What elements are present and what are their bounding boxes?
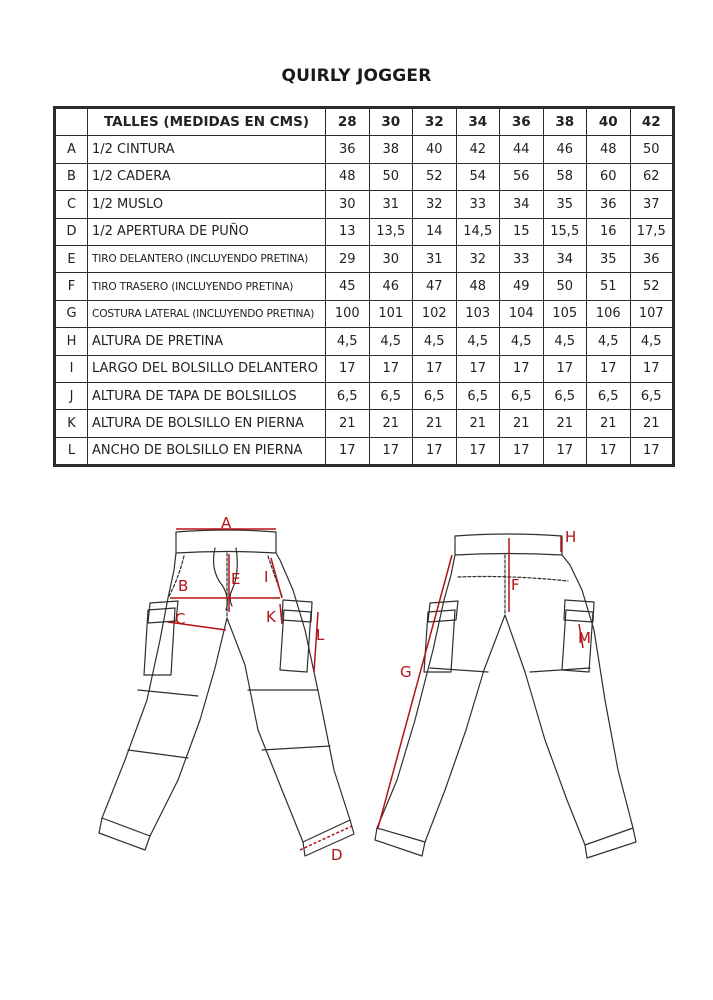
size-header: 38 — [543, 108, 587, 136]
size-header: 28 — [326, 108, 370, 136]
measure-value: 17 — [543, 355, 587, 382]
measure-value: 33 — [500, 245, 544, 272]
table-row — [55, 437, 674, 465]
row-letter: H — [55, 328, 88, 355]
measure-value: 102 — [413, 300, 457, 327]
label-F: F — [511, 576, 520, 594]
measure-value: 17 — [369, 355, 413, 382]
label-D: D — [331, 846, 343, 864]
table-row — [55, 273, 674, 300]
measure-value: 35 — [587, 245, 631, 272]
measure-value: 100 — [326, 300, 370, 327]
measure-value: 36 — [587, 191, 631, 218]
measure-value: 50 — [543, 273, 587, 300]
row-letter: A — [55, 136, 88, 163]
measure-value: 21 — [587, 410, 631, 437]
measure-value: 17 — [500, 437, 544, 465]
measure-value: 17 — [630, 437, 674, 465]
measure-value: 6,5 — [587, 382, 631, 409]
measure-name: LARGO DEL BOLSILLO DELANTERO — [88, 355, 326, 382]
measure-name: ANCHO DE BOLSILLO EN PIERNA — [88, 437, 326, 465]
size-header: 40 — [587, 108, 631, 136]
measure-value: 4,5 — [326, 328, 370, 355]
measure-value: 21 — [630, 410, 674, 437]
measure-value: 14,5 — [456, 218, 500, 245]
measure-value: 32 — [456, 245, 500, 272]
measure-value: 50 — [630, 136, 674, 163]
measure-value: 104 — [500, 300, 544, 327]
measure-value: 33 — [456, 191, 500, 218]
label-M: M — [578, 629, 591, 647]
measure-value: 16 — [587, 218, 631, 245]
table-row — [55, 163, 674, 190]
header-label: TALLES (MEDIDAS EN CMS) — [88, 108, 326, 136]
table-row — [55, 191, 674, 218]
measure-value: 35 — [543, 191, 587, 218]
row-letter: E — [55, 245, 88, 272]
measure-name: TIRO TRASERO (INCLUYENDO PRETINA) — [88, 273, 326, 300]
size-header: 30 — [369, 108, 413, 136]
measure-name: 1/2 CINTURA — [88, 136, 326, 163]
measure-value: 51 — [587, 273, 631, 300]
table-row — [55, 218, 674, 245]
measure-value: 48 — [456, 273, 500, 300]
measure-value: 48 — [587, 136, 631, 163]
measure-value: 6,5 — [500, 382, 544, 409]
measure-value: 6,5 — [326, 382, 370, 409]
measure-value: 17 — [587, 355, 631, 382]
measure-name: ALTURA DE BOLSILLO EN PIERNA — [88, 410, 326, 437]
measure-value: 21 — [543, 410, 587, 437]
measure-name: TIRO DELANTERO (INCLUYENDO PRETINA) — [88, 245, 326, 272]
measure-value: 48 — [326, 163, 370, 190]
pants-diagram — [0, 500, 713, 880]
measure-value: 38 — [369, 136, 413, 163]
front-pants-outline — [102, 553, 350, 842]
measure-value: 34 — [543, 245, 587, 272]
measure-value: 4,5 — [456, 328, 500, 355]
header-empty-cell — [55, 108, 88, 136]
measure-value: 46 — [543, 136, 587, 163]
label-I: I — [264, 568, 269, 586]
table-row — [55, 245, 674, 272]
measure-value: 101 — [369, 300, 413, 327]
table-row — [55, 410, 674, 437]
measure-value: 49 — [500, 273, 544, 300]
measure-value: 17 — [456, 437, 500, 465]
measure-name: 1/2 MUSLO — [88, 191, 326, 218]
front-knee-panel-left — [138, 690, 198, 696]
row-letter: B — [55, 163, 88, 190]
measure-value: 6,5 — [413, 382, 457, 409]
label-L: L — [316, 626, 325, 644]
measure-name: 1/2 APERTURA DE PUÑO — [88, 218, 326, 245]
measure-value: 17 — [500, 355, 544, 382]
measure-value: 15 — [500, 218, 544, 245]
measure-value: 29 — [326, 245, 370, 272]
table-row — [55, 382, 674, 409]
label-G: G — [400, 663, 412, 681]
row-letter: D — [55, 218, 88, 245]
measure-value: 6,5 — [369, 382, 413, 409]
measure-value: 15,5 — [543, 218, 587, 245]
measure-value: 42 — [456, 136, 500, 163]
measure-value: 52 — [413, 163, 457, 190]
drawstring — [214, 548, 228, 610]
row-letter: L — [55, 437, 88, 465]
measure-value: 6,5 — [543, 382, 587, 409]
measure-value: 45 — [326, 273, 370, 300]
measure-value: 52 — [630, 273, 674, 300]
table-header-row — [55, 108, 674, 136]
measure-value: 17 — [630, 355, 674, 382]
chart-title: QUIRLY JOGGER — [281, 66, 432, 86]
row-letter: G — [55, 300, 88, 327]
measure-value: 21 — [369, 410, 413, 437]
measure-value: 58 — [543, 163, 587, 190]
measure-value: 47 — [413, 273, 457, 300]
measure-value: 17 — [456, 355, 500, 382]
measure-value: 103 — [456, 300, 500, 327]
measure-value: 13,5 — [369, 218, 413, 245]
measure-value: 21 — [500, 410, 544, 437]
label-E: E — [231, 570, 241, 588]
label-A: A — [221, 514, 232, 532]
measure-value: 17 — [413, 437, 457, 465]
size-table — [53, 106, 675, 467]
measure-value: 4,5 — [543, 328, 587, 355]
measure-value: 60 — [587, 163, 631, 190]
measure-value: 56 — [500, 163, 544, 190]
measure-value: 21 — [456, 410, 500, 437]
measure-value: 4,5 — [500, 328, 544, 355]
measure-value: 107 — [630, 300, 674, 327]
measure-name: ALTURA DE TAPA DE BOLSILLOS — [88, 382, 326, 409]
measure-value: 17 — [543, 437, 587, 465]
measure-value: 40 — [413, 136, 457, 163]
row-letter: C — [55, 191, 88, 218]
measure-value: 30 — [369, 245, 413, 272]
measure-value: 62 — [630, 163, 674, 190]
measure-value: 37 — [630, 191, 674, 218]
row-letter: I — [55, 355, 88, 382]
measure-value: 4,5 — [413, 328, 457, 355]
measure-value: 4,5 — [369, 328, 413, 355]
measure-name: ALTURA DE PRETINA — [88, 328, 326, 355]
measure-value: 34 — [500, 191, 544, 218]
measure-name: 1/2 CADERA — [88, 163, 326, 190]
front-waistband — [176, 530, 276, 553]
measure-value: 17 — [326, 437, 370, 465]
measure-value: 21 — [326, 410, 370, 437]
measure-value: 54 — [456, 163, 500, 190]
measure-value: 17 — [413, 355, 457, 382]
measure-value: 17,5 — [630, 218, 674, 245]
measure-value: 31 — [413, 245, 457, 272]
row-letter: J — [55, 382, 88, 409]
table-row — [55, 300, 674, 327]
size-header: 34 — [456, 108, 500, 136]
measure-value: 17 — [587, 437, 631, 465]
measure-value: 17 — [369, 437, 413, 465]
label-H: H — [565, 528, 577, 546]
measure-value: 4,5 — [630, 328, 674, 355]
row-letter: K — [55, 410, 88, 437]
label-C: C — [175, 610, 186, 628]
measure-value: 31 — [369, 191, 413, 218]
measure-value: 105 — [543, 300, 587, 327]
table-row — [55, 355, 674, 382]
measure-value: 4,5 — [587, 328, 631, 355]
measure-value: 44 — [500, 136, 544, 163]
measure-name: COSTURA LATERAL (INCLUYENDO PRETINA) — [88, 300, 326, 327]
measure-value: 17 — [326, 355, 370, 382]
measure-value: 36 — [326, 136, 370, 163]
size-header: 36 — [500, 108, 544, 136]
label-K: K — [266, 608, 276, 626]
measure-value: 32 — [413, 191, 457, 218]
size-header: 32 — [413, 108, 457, 136]
front-pants-drawing — [99, 530, 354, 856]
measure-value: 14 — [413, 218, 457, 245]
measure-value: 36 — [630, 245, 674, 272]
size-header: 42 — [630, 108, 674, 136]
front-leg-pocket-right — [280, 610, 311, 672]
measure-value: 21 — [413, 410, 457, 437]
measure-value: 30 — [326, 191, 370, 218]
measure-value: 6,5 — [456, 382, 500, 409]
measure-value: 46 — [369, 273, 413, 300]
measure-value: 6,5 — [630, 382, 674, 409]
measure-value: 13 — [326, 218, 370, 245]
measure-value: 106 — [587, 300, 631, 327]
row-letter: F — [55, 273, 88, 300]
table-row — [55, 328, 674, 355]
label-B: B — [178, 577, 189, 595]
measure-value: 50 — [369, 163, 413, 190]
table-row — [55, 136, 674, 163]
